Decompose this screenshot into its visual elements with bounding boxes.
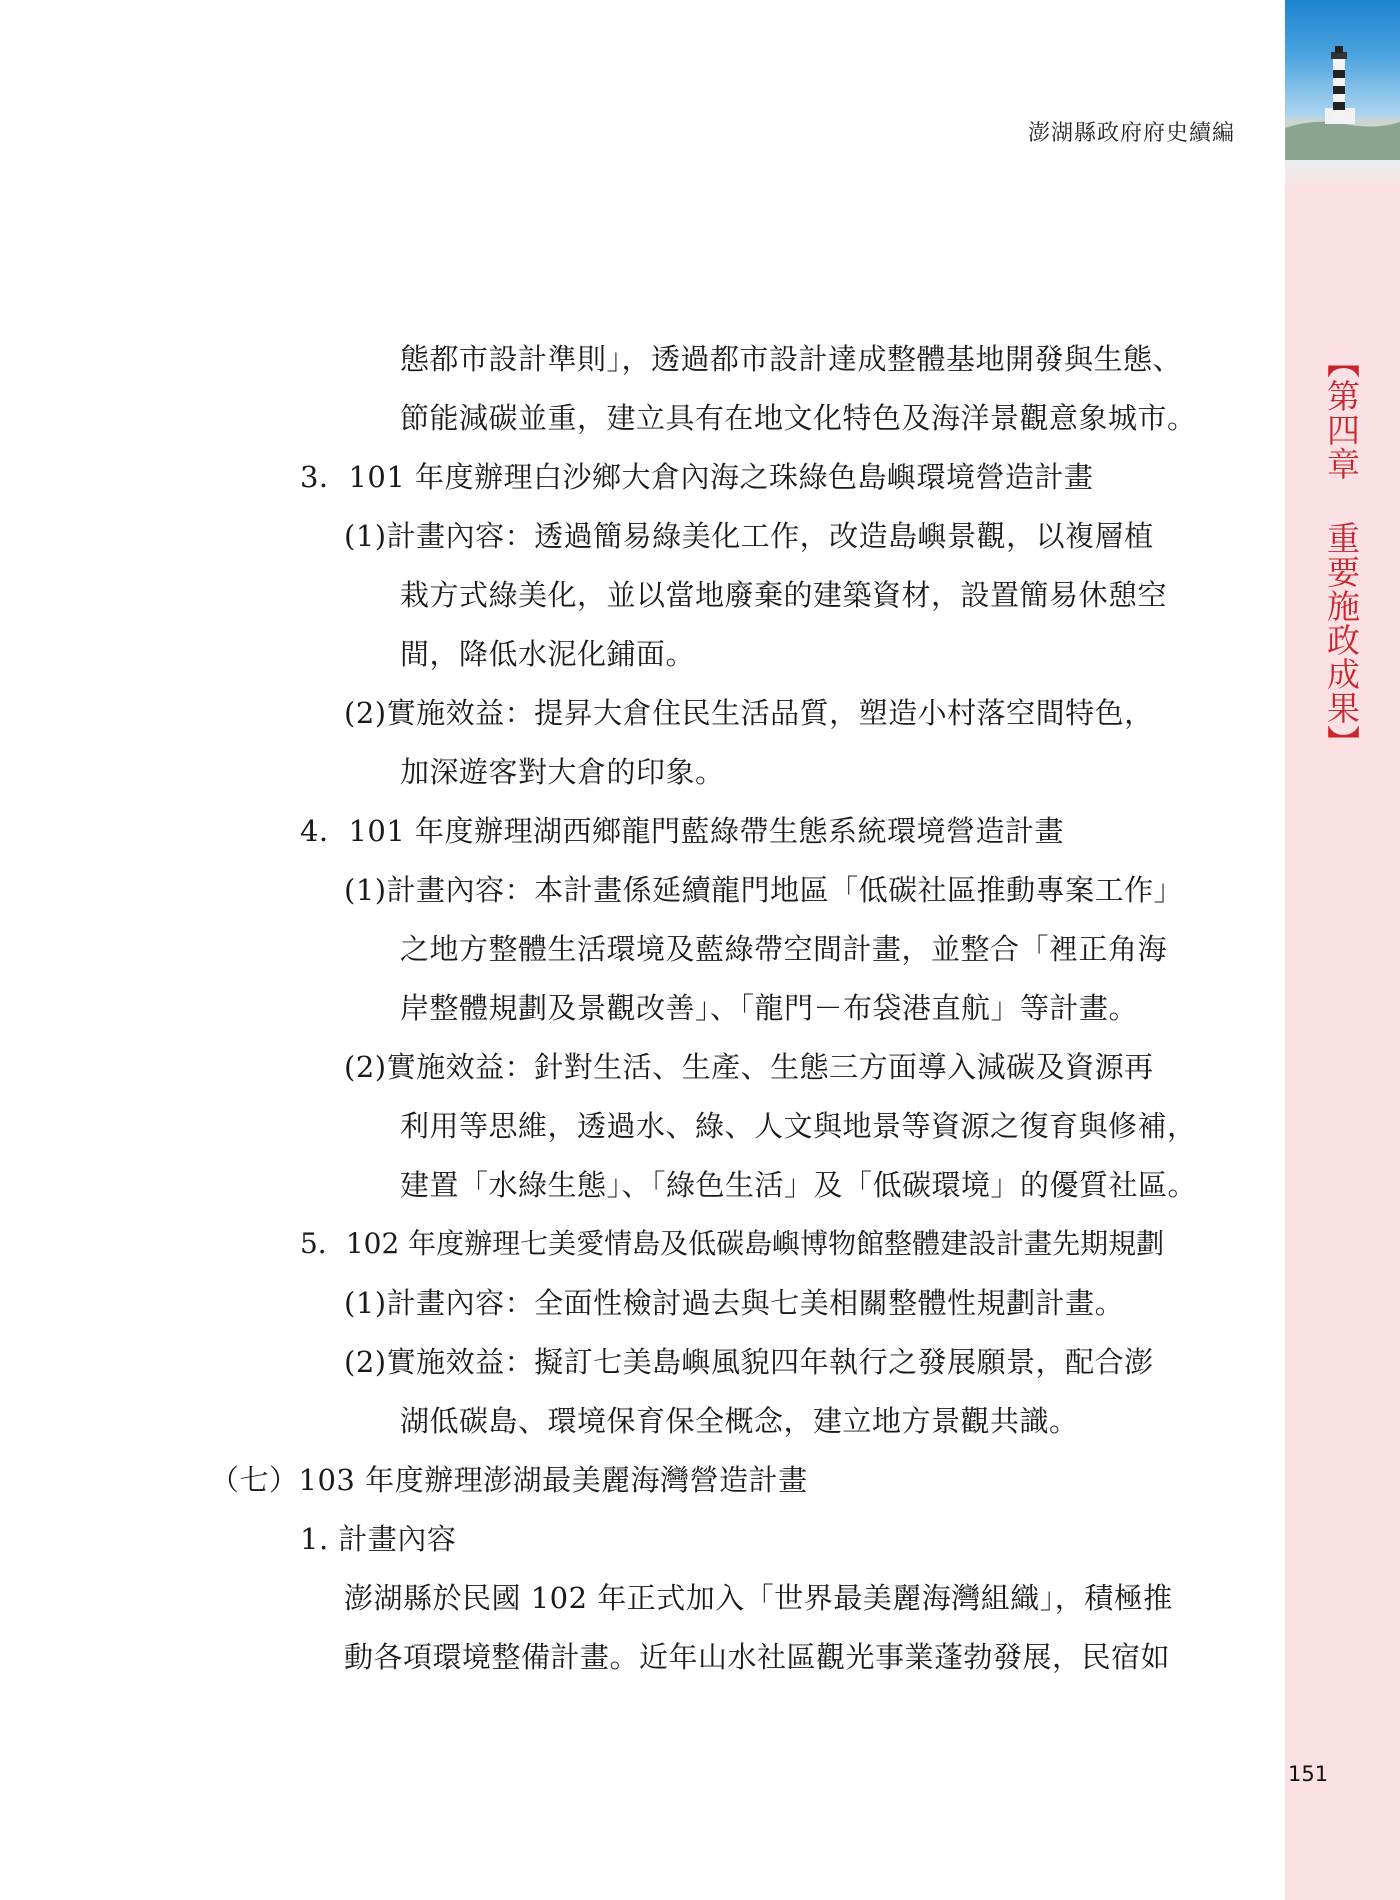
page-number: 151 [1288, 1762, 1329, 1786]
body-line: 栽方式綠美化，並以當地廢棄的建築資材，設置簡易休憩空 [400, 578, 1168, 612]
running-header: 澎湖縣政府府史續編 [1027, 121, 1235, 146]
body-line: 加深遊客對大倉的印象。 [400, 755, 725, 789]
body-line: 建置「水綠生態」、「綠色生活」及「低碳環境」的優質社區。 [400, 1168, 1198, 1202]
chapter-tab: 【第四章 重要施政成果】 [1322, 345, 1361, 759]
body-line: 動各項環境整備計畫。近年山水社區觀光事業蓬勃發展，民宿如 [344, 1640, 1171, 1674]
sub-item: (1)計畫內容：本計畫係延續龍門地區「低碳社區推動專案工作」 [344, 873, 1184, 907]
chapter-sidebar [1285, 0, 1400, 1900]
sub-item: (1)計畫內容：透過簡易綠美化工作，改造島嶼景觀，以複層植 [344, 519, 1154, 553]
sub-item: (2)實施效益：提昇大倉住民生活品質，塑造小村落空間特色， [344, 696, 1154, 730]
list-item-heading: 4．101 年度辦理湖西鄉龍門藍綠帶生態系統環境營造計畫 [300, 814, 1065, 848]
sub-item: (2)實施效益：針對生活、生產、生態三方面導入減碳及資源再 [344, 1050, 1154, 1084]
sub-item: (2)實施效益：擬訂七美島嶼風貌四年執行之發展願景，配合澎 [344, 1345, 1154, 1379]
body-line: 之地方整體生活環境及藍綠帶空間計畫，並整合「裡正角海 [400, 932, 1168, 966]
list-item-heading: 1. 計畫內容 [300, 1522, 457, 1556]
lighthouse-photo [1285, 0, 1400, 160]
section-heading: （七）103 年度辦理澎湖最美麗海灣營造計畫 [210, 1463, 808, 1497]
body-line: 湖低碳島、環境保育保全概念，建立地方景觀共識。 [400, 1404, 1079, 1438]
list-item-heading: 5．102 年度辦理七美愛情島及低碳島嶼博物館整體建設計畫先期規劃 [300, 1227, 1165, 1260]
body-line: 間，降低水泥化鋪面。 [400, 637, 696, 671]
body-line: 岸整體規劃及景觀改善」、「龍門－布袋港直航」等計畫。 [400, 991, 1139, 1025]
body-line: 利用等思維，透過水、綠、人文與地景等資源之復育與修補， [400, 1109, 1197, 1143]
list-item-heading: 3．101 年度辦理白沙鄉大倉內海之珠綠色島嶼環境營造計畫 [300, 460, 1094, 494]
sub-item: (1)計畫內容：全面性檢討過去與七美相關整體性規劃計畫。 [344, 1286, 1125, 1320]
body-line: 態都市設計準則」，透過都市設計達成整體基地開發與生態、 [400, 342, 1183, 376]
body-line: 澎湖縣於民國 102 年正式加入「世界最美麗海灣組織」，積極推 [344, 1581, 1173, 1615]
body-line: 節能減碳並重，建立具有在地文化特色及海洋景觀意象城市。 [400, 401, 1197, 435]
